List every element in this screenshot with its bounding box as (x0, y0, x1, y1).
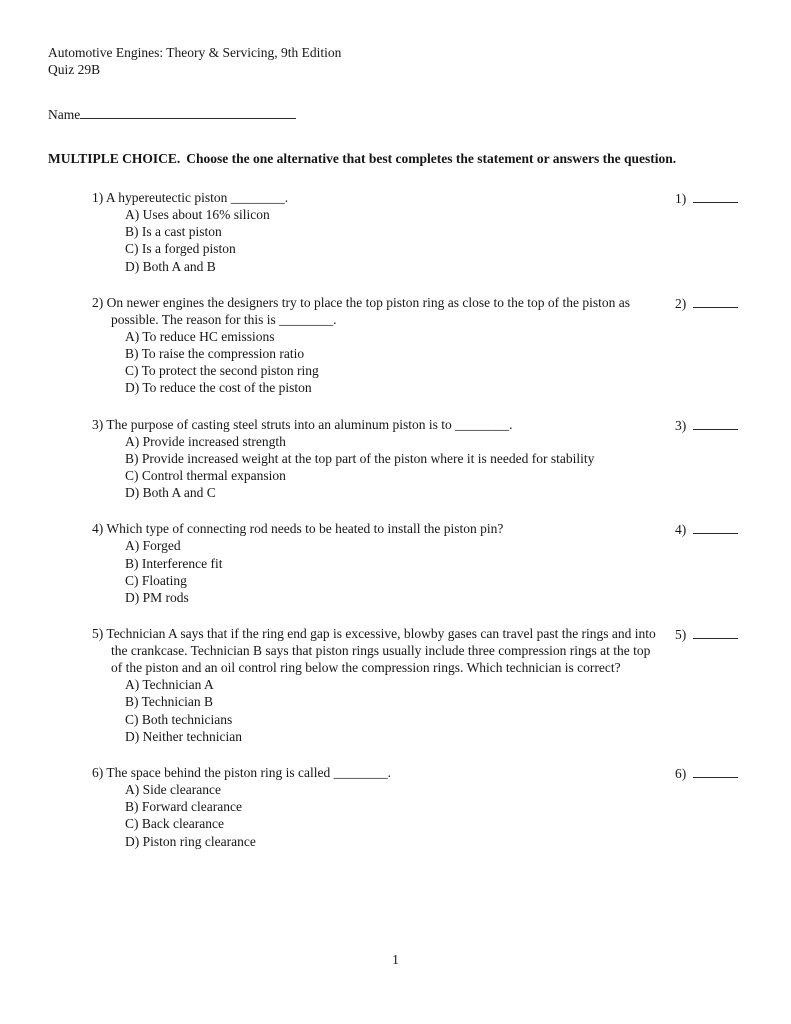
question-number: 6) (92, 765, 104, 781)
choice-b: B) Forward clearance (125, 799, 242, 815)
choice-list (125, 537, 661, 606)
choice-d: D) Both A and B (125, 258, 216, 274)
choice-c: C) Both technicians (125, 711, 233, 727)
question-text (92, 294, 661, 328)
answer-field (675, 625, 745, 643)
question-body (92, 189, 675, 275)
choice-d: D) Both A and C (125, 485, 216, 501)
question-body (92, 520, 675, 606)
question-text (92, 625, 661, 676)
choice-list (125, 781, 661, 850)
answer-blank[interactable] (693, 520, 738, 534)
answer-field (675, 294, 745, 312)
question-prompt: The space behind the piston ring is called ________. (106, 765, 391, 781)
choice-a: A) Technician A (125, 677, 214, 693)
answer-blank[interactable] (693, 764, 738, 778)
instructions-text: Choose the one alternative that best completes the statement or answers the question. (186, 151, 677, 166)
question-text (92, 416, 661, 433)
name-label: Name (48, 107, 81, 122)
question-body (92, 294, 675, 397)
question-prompt: The purpose of casting steel struts into an aluminum piston is to ________. (106, 416, 513, 432)
answer-number: 3) (675, 417, 687, 433)
choice-a: A) To reduce HC emissions (125, 328, 275, 344)
question-5 (92, 625, 745, 745)
question-prompt: A hypereutectic piston ________. (105, 190, 289, 205)
answer-field (675, 764, 745, 782)
choice-c: C) Is a forged piston (125, 241, 236, 257)
instructions-heading: MULTIPLE CHOICE. (48, 151, 181, 166)
choice-b: B) Interference fit (125, 555, 223, 571)
choice-list (125, 433, 661, 502)
answer-number: 1) (675, 191, 687, 206)
choice-b: B) Is a cast piston (125, 224, 222, 240)
answer-number: 2) (675, 295, 687, 311)
question-prompt: Which type of connecting rod needs to be heated to install the piston pin? (106, 521, 504, 537)
choice-b: B) Technician B (125, 694, 214, 710)
answer-field (675, 416, 745, 434)
question-body (92, 625, 675, 745)
answer-field (675, 520, 745, 538)
question-2 (92, 294, 745, 397)
choice-a: A) Side clearance (125, 782, 221, 798)
question-3 (92, 416, 745, 502)
choice-list (125, 206, 661, 275)
question-text (92, 764, 661, 781)
answer-field (675, 189, 745, 207)
answer-blank[interactable] (693, 416, 738, 430)
document-title: Automotive Engines: Theory & Servicing, 9th Edition (48, 45, 342, 60)
choice-a: A) Uses about 16% silicon (125, 207, 270, 222)
choice-c: C) Floating (125, 572, 187, 588)
question-1 (92, 189, 745, 275)
choice-a: A) Forged (125, 538, 181, 554)
choice-d: D) PM rods (125, 590, 189, 606)
question-body (92, 416, 675, 502)
question-number: 2) (92, 294, 104, 310)
choice-c: C) Control thermal expansion (125, 468, 286, 484)
name-row (48, 104, 745, 123)
answer-number: 6) (675, 766, 687, 782)
section-instructions (48, 150, 745, 167)
name-blank[interactable] (80, 104, 296, 119)
question-prompt: On newer engines the designers try to place the top piston ring as close to the top of the piston as possible. The reason for this is ________. (106, 294, 631, 327)
question-list (48, 189, 745, 850)
question-4 (92, 520, 745, 606)
question-6 (92, 764, 745, 850)
question-body (92, 764, 675, 850)
choice-d: D) To reduce the cost of the piston (125, 380, 312, 396)
question-number: 4) (92, 521, 104, 537)
answer-blank[interactable] (693, 294, 738, 308)
question-number: 3) (92, 416, 104, 432)
choice-c: C) Back clearance (125, 816, 224, 832)
quiz-label: Quiz 29B (48, 62, 101, 77)
question-text (92, 520, 661, 537)
question-prompt: Technician A says that if the ring end gap is excessive, blowby gases can travel past the rings and into the crankcase. Technician B says that piston rings usually include three compression rings at the top of the piston and an oil control ring below the compression rings. Which technician is correct? (106, 626, 656, 676)
question-number: 5) (92, 626, 104, 642)
choice-b: B) Provide increased weight at the top part of the piston where it is needed for stability (125, 450, 595, 466)
question-text (92, 189, 661, 206)
answer-number: 4) (675, 522, 687, 538)
choice-a: A) Provide increased strength (125, 433, 286, 449)
choice-list (125, 676, 661, 745)
answer-number: 5) (675, 627, 687, 643)
choice-b: B) To raise the compression ratio (125, 346, 305, 362)
page-number: 1 (392, 952, 399, 967)
answer-blank[interactable] (693, 625, 738, 639)
choice-d: D) Piston ring clearance (125, 833, 256, 849)
choice-list (125, 328, 661, 397)
question-number: 1) (92, 190, 104, 205)
choice-d: D) Neither technician (125, 728, 242, 744)
answer-blank[interactable] (693, 189, 738, 203)
choice-c: C) To protect the second piston ring (125, 363, 319, 379)
